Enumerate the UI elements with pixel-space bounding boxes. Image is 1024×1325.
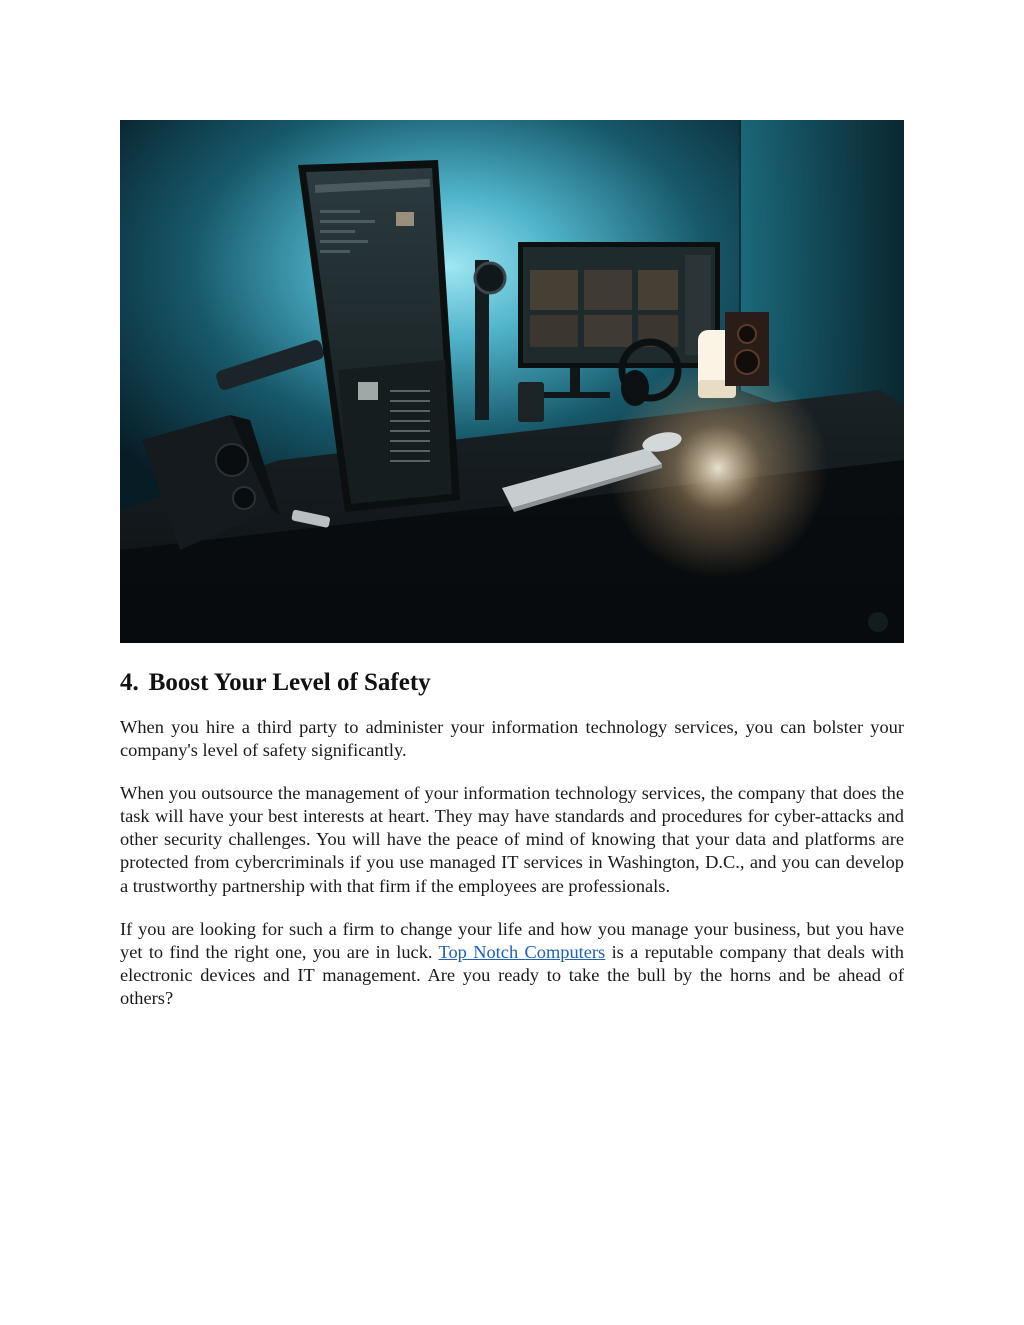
section-title: Boost Your Level of Safety	[148, 669, 431, 696]
desk-setup-illustration	[120, 120, 904, 643]
desk-setup-photo	[120, 120, 904, 643]
paragraph-3-outro: is a reputable company that deals with electronic devices and IT management. Are you ready to take the bull by the horns and be ahead of others?	[120, 941, 904, 1008]
paragraph-2: When you outsource the management of your information technology services, the company that does the task will have your best interests at heart. They may have standards and procedures for cyber-attacks and other security challenges. You will have the peace of mind of knowing that your data and platforms are protected from cybercriminals if you use managed IT services in Washington, D.C., and you can develop a trustworthy partnership with that firm if the employees are professionals.	[120, 783, 904, 896]
paragraph-3	[120, 918, 904, 1010]
section-heading	[120, 668, 904, 698]
section-number: 4.	[120, 669, 139, 696]
top-notch-computers-link[interactable]: Top Notch Computers	[438, 941, 606, 962]
document-page	[120, 120, 904, 1010]
paragraph-3-intro: If you are looking for such a firm to change your life and how you manage your business, but you have yet to find the right one, you are in luck.	[120, 918, 904, 962]
paragraph-1: When you hire a third party to administer your information technology services, you can bolster your company's level of safety significantly.	[120, 717, 904, 761]
